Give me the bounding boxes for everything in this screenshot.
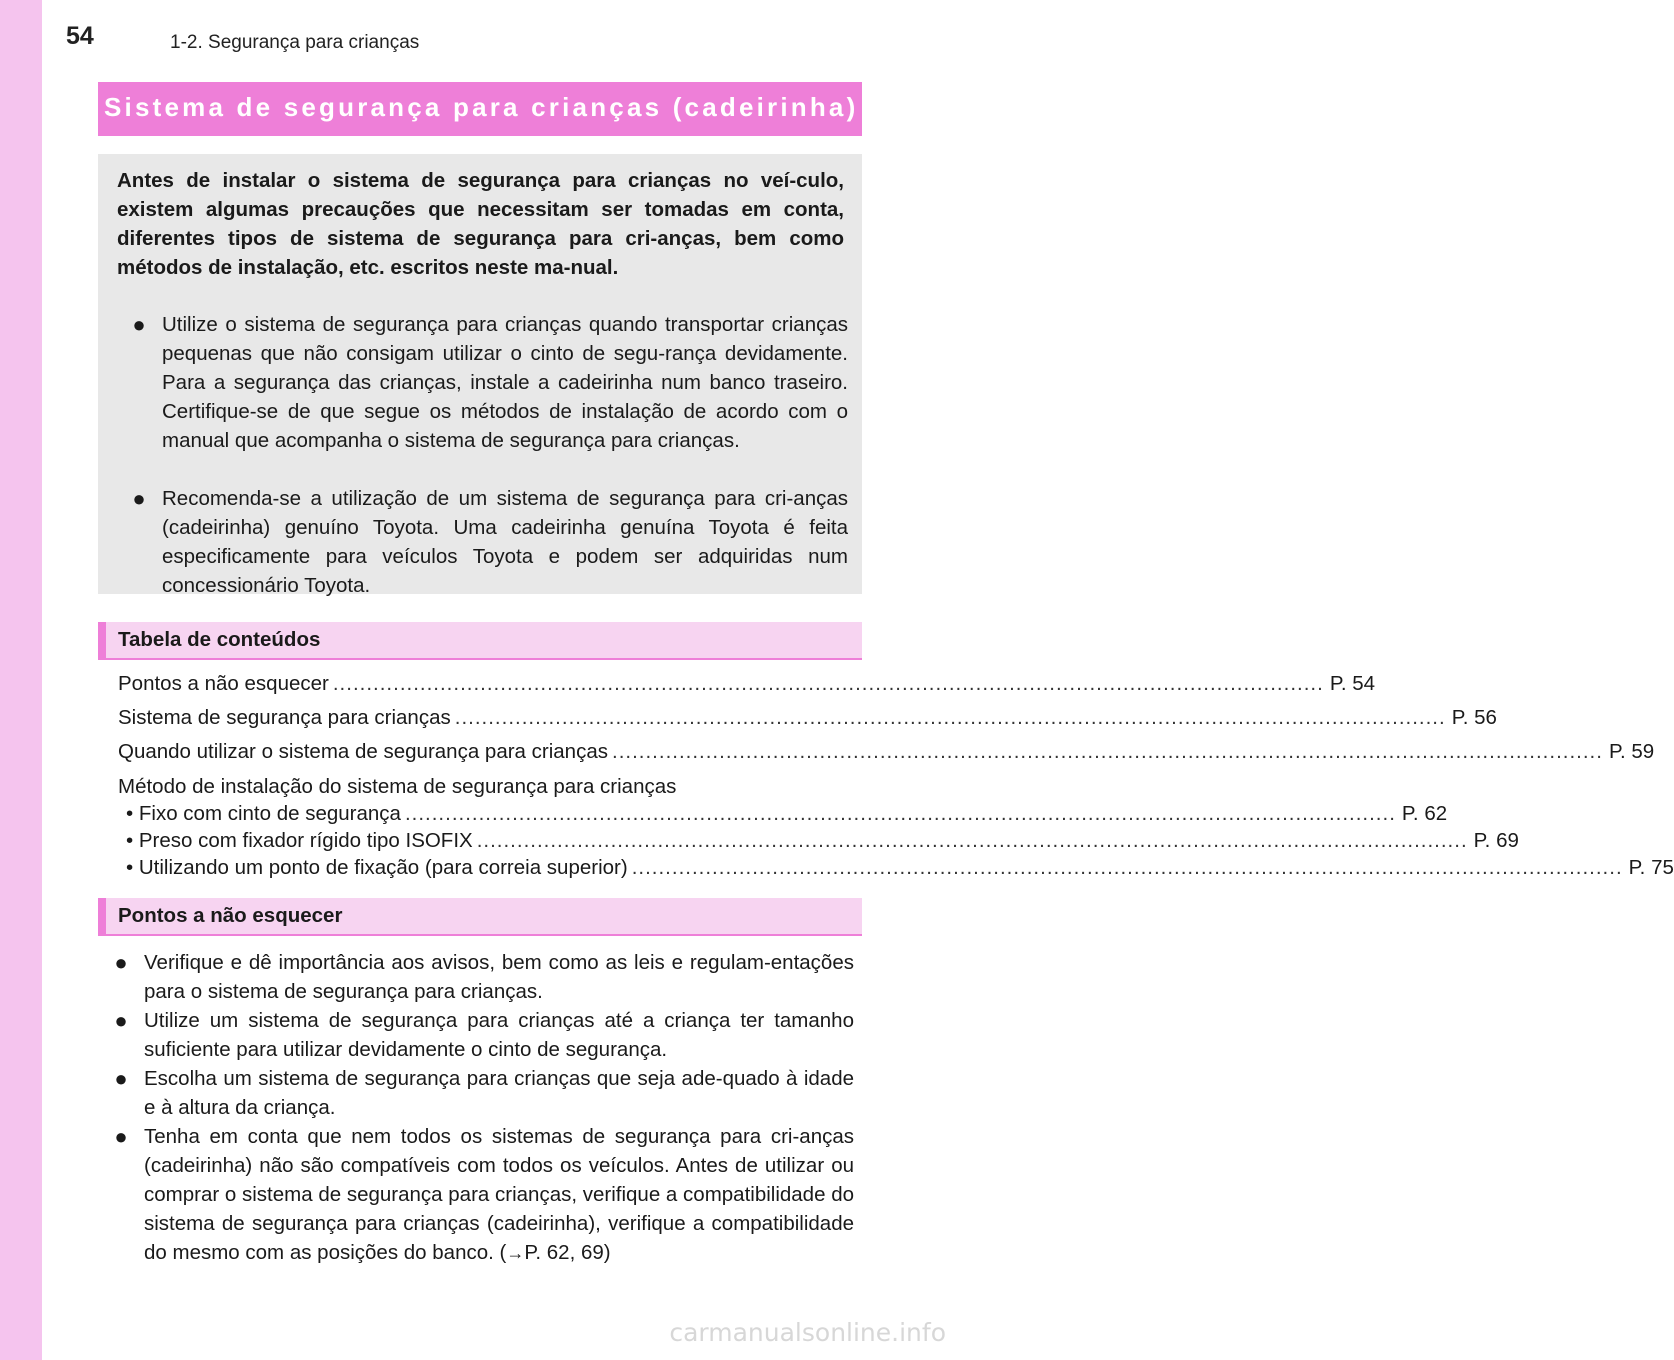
toc-entry-page: P. 69 bbox=[1473, 829, 1519, 852]
toc-leader: .................................................................................................................................................... bbox=[476, 829, 1468, 852]
toc-sub-entry[interactable] bbox=[126, 827, 1519, 855]
watermark: carmanualsonline.info bbox=[669, 1318, 946, 1347]
toc-entry-text: • Utilizando um ponto de fixação (para correia superior) bbox=[126, 856, 628, 879]
toc-entry-page: P. 75 bbox=[1628, 856, 1674, 879]
bullet-dot-icon: ● bbox=[132, 486, 146, 511]
page-edge-band bbox=[0, 0, 42, 1360]
page-title: Sistema de segurança para crianças (cadeirinha) bbox=[104, 92, 859, 122]
bullet-dot-icon: ● bbox=[114, 1124, 128, 1149]
points-bullet-text: Escolha um sistema de segurança para crianças que seja ade-quado à idade e à altura da criança. bbox=[144, 1067, 854, 1119]
toc-entry-page: P. 54 bbox=[1329, 672, 1376, 695]
bullet-dot-icon: ● bbox=[114, 1066, 128, 1091]
points-bullet bbox=[110, 1122, 854, 1268]
toc-entry[interactable] bbox=[118, 670, 1376, 698]
points-bullet-text: Verifique e dê importância aos avisos, bem como as leis e regulam-entações para o sistema de segurança para crianças. bbox=[144, 951, 854, 1003]
points-bullet bbox=[110, 1006, 854, 1064]
bullet-dot-icon: ● bbox=[132, 312, 146, 337]
toc-entry-text: Pontos a não esquecer bbox=[118, 672, 329, 695]
intro-lead: Antes de instalar o sistema de segurança para crianças no veí-culo, existem algumas precauções que necessitam ser tomadas em conta, diferentes tipos de sistema de segurança para cri-anças, bem como métodos de instalação, etc. escritos neste ma-nual. bbox=[117, 169, 844, 279]
toc-entry-page: P. 59 bbox=[1608, 740, 1655, 763]
toc-entry[interactable] bbox=[118, 704, 1497, 732]
toc-entry-page: P. 62 bbox=[1401, 802, 1448, 825]
toc-entry-text: • Preso com fixador rígido tipo ISOFIX bbox=[126, 829, 473, 852]
intro-bullet-text: Recomenda-se a utilização de um sistema de segurança para cri-anças (cadeirinha) genuíno Toyota. Uma cadeirinha genuína Toyota é feita especificamente para veículos Toyota e podem ser adquiridas num concessionário Toyota. bbox=[162, 487, 848, 597]
intro-bullet bbox=[128, 310, 848, 455]
toc-entry-page: P. 56 bbox=[1451, 706, 1497, 729]
toc-entry[interactable] bbox=[118, 738, 1655, 766]
toc-entry-text: Sistema de segurança para crianças bbox=[118, 706, 451, 729]
toc-leader: .................................................................................................................................................... bbox=[404, 802, 1396, 825]
toc-entry-text: • Fixo com cinto de segurança bbox=[126, 802, 401, 825]
intro-bullet-text: Utilize o sistema de segurança para crianças quando transportar crianças pequenas que não consigam utilizar o cinto de segu-rança devidamente. Para a segurança das crianças, instale a cadeirinha num banco traseiro. Certifique-se de que segue os métodos de instalação de acordo com o manual que acompanha o sistema de segurança para crianças. bbox=[162, 313, 848, 452]
intro-bullet bbox=[128, 484, 848, 600]
toc-heading: Tabela de conteúdos bbox=[118, 628, 321, 651]
right-arrow-icon: → bbox=[506, 1243, 525, 1263]
bullet-dot-icon: ● bbox=[114, 950, 128, 975]
running-header: 1-2. Segurança para crianças bbox=[170, 32, 420, 53]
toc-leader: .................................................................................................................................................... bbox=[332, 672, 1324, 695]
points-bullet-text: Tenha em conta que nem todos os sistemas de segurança para cri-anças (cadeirinha) não são compatíveis com todos os veículos. Antes de utilizar ou comprar o sistema de segurança para crianças, verifique a compatibilidade do sistema de segurança para crianças (cadeirinha), verifique a compatibilidade do mesmo com as posições do banco. ( bbox=[144, 1125, 854, 1264]
toc-entry-text: Quando utilizar o sistema de segurança para crianças bbox=[118, 740, 608, 763]
bullet-dot-icon: ● bbox=[114, 1008, 128, 1033]
toc-sub-entry[interactable] bbox=[126, 800, 1448, 828]
page-number: 54 bbox=[66, 22, 94, 50]
toc-leader: .................................................................................................................................................... bbox=[454, 706, 1446, 729]
page-reference-link[interactable]: P. 62, 69) bbox=[524, 1241, 611, 1264]
toc-leader: .................................................................................................................................................... bbox=[612, 740, 1603, 763]
toc-heading-bar bbox=[98, 622, 862, 660]
toc-group-title: Método de instalação do sistema de segurança para crianças bbox=[118, 775, 677, 798]
points-heading-bar bbox=[98, 898, 862, 936]
points-bullet bbox=[110, 1064, 854, 1122]
points-heading: Pontos a não esquecer bbox=[118, 904, 343, 927]
toc-sub-entry[interactable] bbox=[126, 854, 1674, 882]
toc-leader: .................................................................................................................................................... bbox=[631, 856, 1623, 879]
points-bullet bbox=[110, 948, 854, 1006]
points-bullet-text: Utilize um sistema de segurança para crianças até a criança ter tamanho suficiente para utilizar devidamente o cinto de segurança. bbox=[144, 1009, 854, 1061]
